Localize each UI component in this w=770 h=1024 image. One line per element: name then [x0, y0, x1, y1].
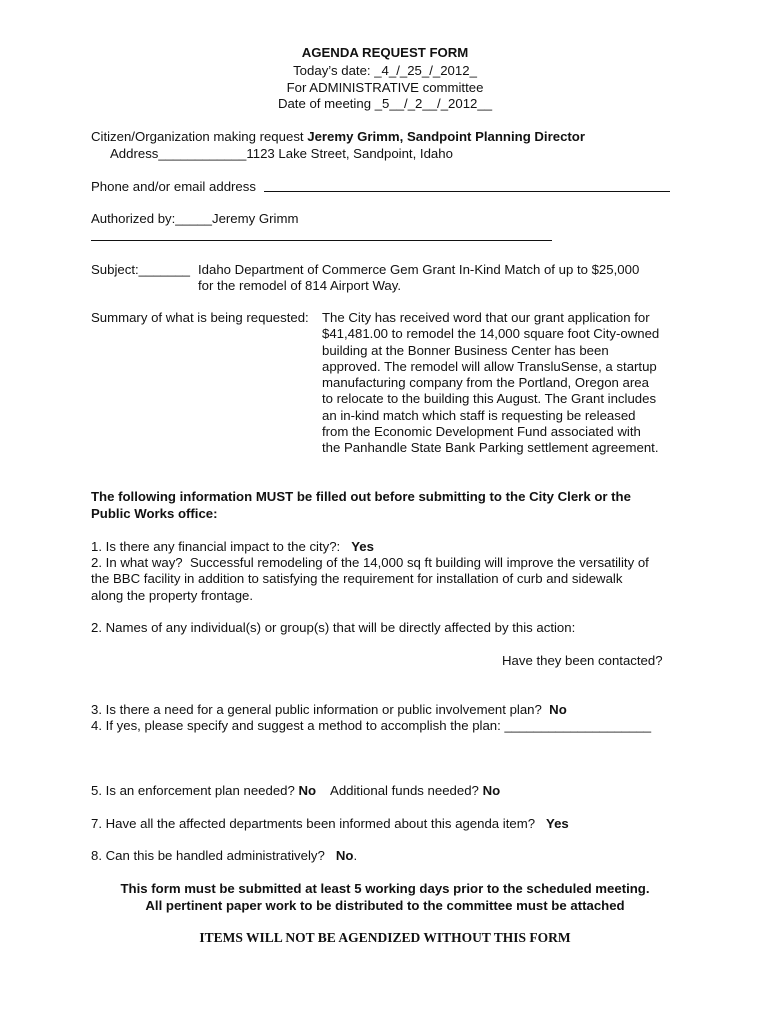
subject-label: Subject:_______ [91, 262, 190, 277]
committee: For ADMINISTRATIVE committee [286, 80, 484, 95]
footer-line-1: This form must be submitted at least 5 working days prior to the scheduled meeting. [120, 881, 650, 896]
question-3-answer: No [549, 702, 567, 717]
summary-line-5: manufacturing company from the Portland, Oregon area [322, 375, 649, 390]
question-5-answer: No [298, 783, 317, 798]
footer-warning: ITEMS WILL NOT BE AGENDIZED WITHOUT THIS FORM [199, 930, 571, 945]
notice-line-2: Public Works office: [91, 506, 218, 521]
address-line [110, 146, 453, 162]
question-7-answer: Yes [546, 816, 569, 831]
question-3 [91, 702, 567, 718]
summary-line-1: The City has received word that our grant application for [322, 310, 650, 325]
question-1 [91, 539, 374, 555]
question-8 [91, 848, 357, 864]
question-8-label: 8. Can this be handled administratively? [91, 848, 325, 863]
question-7-label: 7. Have all the affected departments been informed about this agenda item? [91, 816, 536, 831]
summary-line-8: from the Economic Development Fund associated with [322, 424, 641, 439]
requester-name: Jeremy Grimm, Sandpoint Planning Director [307, 129, 585, 144]
question-1-answer: Yes [351, 539, 374, 554]
authorized-line [91, 211, 298, 227]
summary-line-3: building at the Bonner Business Center has been [322, 343, 609, 358]
question-5 [91, 783, 500, 799]
question-2-line-2: the BBC facility in addition to satisfying the requirement for installation of curb and sidewalk [91, 571, 623, 586]
question-4: 4. If yes, please specify and suggest a method to accomplish the plan: ____________________ [91, 718, 652, 733]
question-5-label: 5. Is an enforcement plan needed? [91, 783, 295, 798]
question-8-answer: No [335, 848, 354, 863]
subject-line-1: Idaho Department of Commerce Gem Grant In-Kind Match of up to $25,000 [198, 262, 640, 277]
question-2-line-1: 2. In what way? Successful remodeling of the 14,000 sq ft building will improve the versatility of [91, 555, 649, 570]
question-3-label: 3. Is there a need for a general public information or public involvement plan? [91, 702, 542, 717]
summary-line-2: $41,481.00 to remodel the 14,000 square foot City-owned [322, 326, 660, 341]
summary-line-9: the Panhandle State Bank Parking settlement agreement. [322, 440, 659, 455]
contacted-question: Have they been contacted? [502, 653, 663, 668]
question-2-line-3: along the property frontage. [91, 588, 254, 603]
notice-line-1: The following information MUST be filled out before submitting to the City Clerk or the [91, 489, 631, 504]
summary-line-7: an in-kind match which staff is requesting be released [322, 408, 636, 423]
question-1-label: 1. Is there any financial impact to the city?: [91, 539, 341, 554]
question-7 [91, 816, 569, 832]
signature-line [91, 240, 552, 241]
address-value: 1123 Lake Street, Sandpoint, Idaho [246, 146, 453, 161]
phone-blank-line [264, 191, 670, 192]
question-2b: 2. Names of any individual(s) or group(s) that will be directly affected by this action: [91, 620, 576, 635]
question-6-answer: No [482, 783, 501, 798]
summary-line-4: approved. The remodel will allow TransluSense, a startup [322, 359, 657, 374]
question-8-suffix: . [353, 848, 358, 863]
summary-line-6: to relocate to the building this August. The Grant includes [322, 391, 657, 406]
todays-date: Today’s date: _4_/_25_/_2012_ [293, 63, 477, 78]
address-label: Address____________ [110, 146, 247, 161]
requester-line [91, 129, 585, 145]
requester-label: Citizen/Organization making request [91, 129, 304, 144]
authorized-value: Jeremy Grimm [211, 211, 299, 226]
question-6-label: Additional funds needed? [330, 783, 479, 798]
subject-line-2: for the remodel of 814 Airport Way. [198, 278, 402, 293]
authorized-label: Authorized by:_____ [91, 211, 212, 226]
phone-label: Phone and/or email address [91, 179, 256, 194]
summary-label: Summary of what is being requested: [91, 310, 309, 325]
footer-line-2: All pertinent paper work to be distributed to the committee must be attached [145, 898, 625, 913]
meeting-date: Date of meeting _5__/_2__/_2012__ [277, 96, 493, 111]
form-title: AGENDA REQUEST FORM [301, 45, 469, 60]
